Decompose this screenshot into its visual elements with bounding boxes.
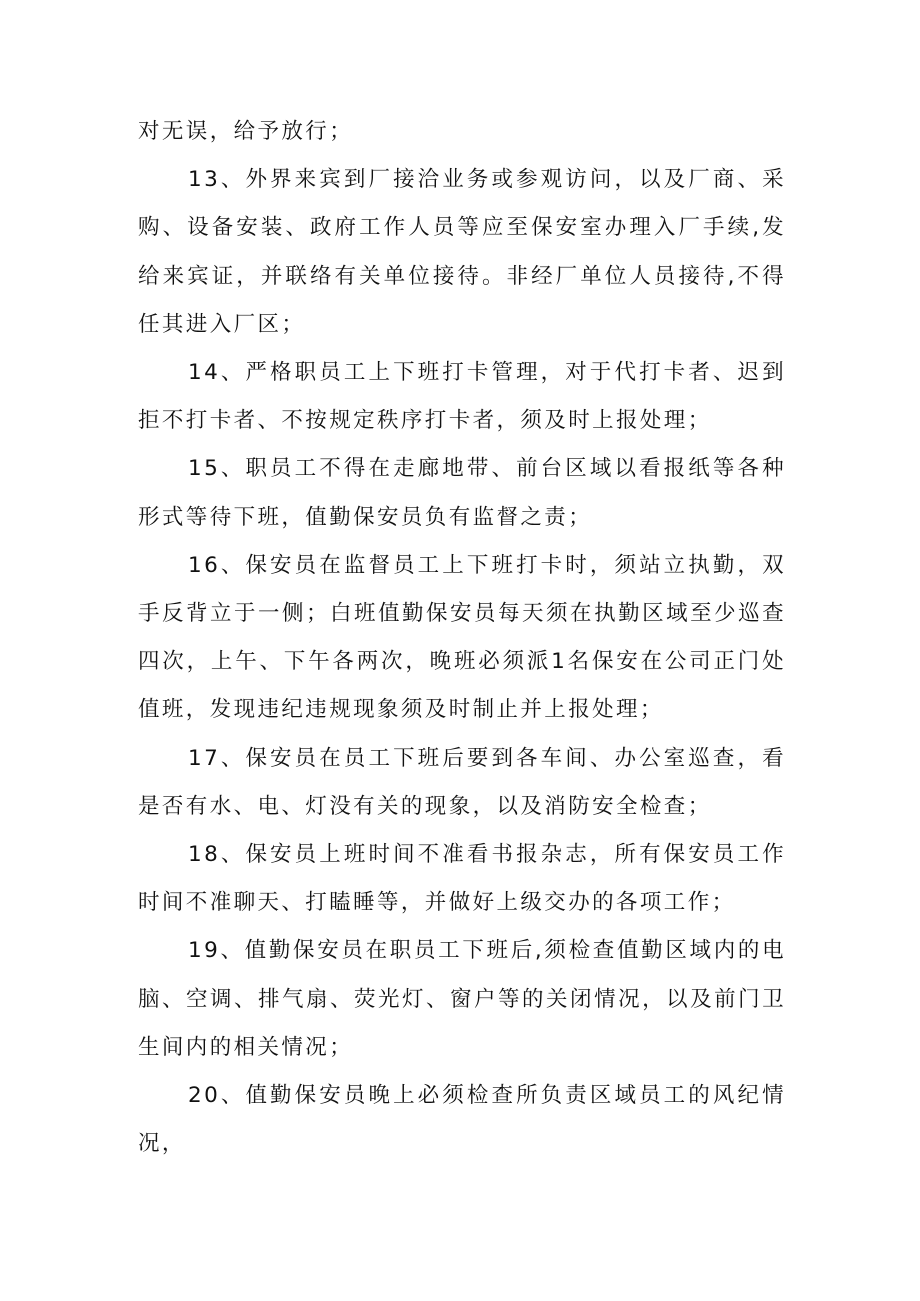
paragraph-item-13: 13、外界来宾到厂接洽业务或参观访问，以及厂商、采购、设备安装、政府工作人员等应至保安室办理入厂手续,发给来宾证，并联络有关单位接待。非经厂单位人员接待,不得任其进入厂区；: [138, 167, 786, 337]
paragraph-item-14: 14、严格职员工上下班打卡管理，对于代打卡者、迟到拒不打卡者、不按规定秩序打卡者，须及时上报处理；: [138, 360, 786, 434]
paragraph-item-16: 16、保安员在监督员工上下班打卡时，须站立执勤，双手反背立于一侧；白班值勤保安员每天须在执勤区域至少巡查四次，上午、下午各两次，晚班必须派1名保安在公司正门处值班，发现违纪违规现象须及时制止并上报处理；: [138, 552, 786, 723]
paragraph-item-19: 19、值勤保安员在职员工下班后,须检查值勤区域内的电脑、空调、排气扇、荧光灯、窗户等的关闭情况，以及前门卫生间内的相关情况；: [138, 938, 786, 1060]
paragraph-item-15: 15、职员工不得在走廊地带、前台区域以看报纸等各种形式等待下班，值勤保安员负有监督之责；: [138, 456, 786, 530]
paragraph-item-18: 18、保安员上班时间不准看书报杂志，所有保安员工作时间不准聊天、打瞌睡等，并做好上级交办的各项工作；: [138, 842, 786, 916]
paragraph-continuation: 对无误，给予放行；: [138, 119, 354, 144]
document-body: [138, 108, 786, 1168]
paragraph-item-17: 17、保安员在员工下班后要到各车间、办公室巡查，看是否有水、电、灯没有关的现象，以及消防安全检查；: [138, 745, 786, 819]
paragraph-item-20: 20、值勤保安员晚上必须检查所负责区域员工的风纪情况，: [138, 1083, 786, 1157]
